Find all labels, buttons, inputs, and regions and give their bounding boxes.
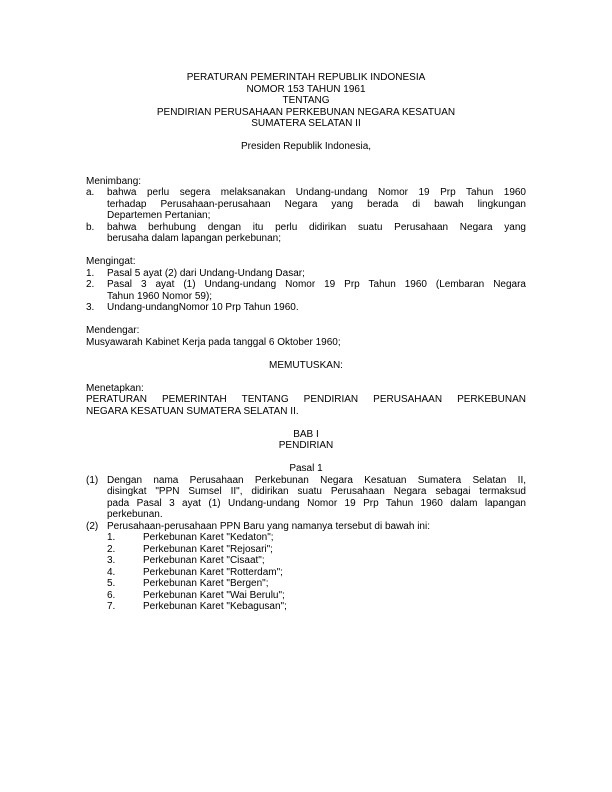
title-line: PERATURAN PEMERINTAH REPUBLIK INDONESIA <box>186 72 426 83</box>
text-line: terhadap Perusahaan-perusahaan Negara yang berada di bawah lingkungan <box>107 198 526 210</box>
item-number: 4. <box>107 566 116 578</box>
plantation-list <box>86 532 526 613</box>
paragraph-text: Perusahaan-perusahaan PPN Baru yang namanya tersebut di bawah ini: <box>107 520 430 532</box>
title-line: PENDIRIAN PERUSAHAAN PERKEBUNAN NEGARA KESATUAN <box>156 106 456 118</box>
plantation-item <box>107 544 526 556</box>
menimbang-label: Menimbang: <box>86 175 142 187</box>
paragraph-number: (1) <box>86 474 99 486</box>
item-number: 7. <box>107 601 116 612</box>
item-number: a. <box>86 187 95 198</box>
bab-number: BAB I <box>293 428 319 440</box>
title-block <box>86 72 526 130</box>
item-text: Perkebunan Karet "Kedaton"; <box>143 532 274 543</box>
menetapkan-label: Menetapkan: <box>86 382 144 394</box>
menetapkan-line: PERATURAN PEMERINTAH TENTANG PENDIRIAN PERUSAHAAN PERKEBUNAN <box>86 394 526 405</box>
mengingat-item <box>86 279 526 302</box>
item-number: b. <box>86 221 95 233</box>
item-number: 3. <box>107 555 116 566</box>
mengingat-item <box>86 302 526 314</box>
mengingat-item <box>86 268 526 280</box>
item-number: 1. <box>86 267 95 279</box>
plantation-item <box>107 590 526 602</box>
bab-title: PENDIRIAN <box>278 440 334 451</box>
item-text: Perkebunan Karet "Rotterdam"; <box>143 566 283 578</box>
text-line: bahwa perlu segera melaksanakan Undang-undang Nomor 19 Prp Tahun 1960 <box>107 187 526 198</box>
text-line: Dengan nama Perusahaan Perkebunan Negara Kesatuan Sumatera Selatan II, <box>107 474 526 486</box>
item-number: 6. <box>107 589 116 601</box>
plantation-item <box>107 567 526 579</box>
menimbang-item <box>86 187 526 222</box>
item-text: Perkebunan Karet "Kebagusan"; <box>143 601 287 612</box>
item-number: 3. <box>86 302 95 313</box>
text-line: Tahun 1960 Nomor 59); <box>107 290 213 302</box>
text-line: Departemen Pertanian; <box>107 210 211 221</box>
item-text: Perkebunan Karet "Rejosari"; <box>143 543 273 555</box>
item-text: Perkebunan Karet "Bergen"; <box>143 578 269 589</box>
paragraph-number: (2) <box>86 520 99 532</box>
text-line: bahwa berhubung dengan itu perlu didirikan suatu Perusahaan Negara yang <box>107 221 526 233</box>
text-line: perkebunan. <box>107 509 163 520</box>
text-line: berusaha dalam lapangan perkebunan; <box>107 233 282 244</box>
plantation-item <box>107 578 526 590</box>
item-number: 2. <box>86 279 95 290</box>
mendengar-label: Mendengar: <box>86 325 140 336</box>
item-number: 5. <box>107 578 116 589</box>
text-line: Undang-undangNomor 10 Prp Tahun 1960. <box>107 302 299 313</box>
title-line: NOMOR 153 TAHUN 1961 <box>246 83 366 95</box>
pasal-title: Pasal 1 <box>289 463 323 474</box>
text-line: Pasal 5 ayat (2) dari Undang-Undang Dasar; <box>107 267 305 279</box>
item-number: 2. <box>107 543 116 555</box>
mendengar-text: Musyawarah Kabinet Kerja pada tanggal 6 Oktober 1960; <box>86 336 341 348</box>
title-line: SUMATERA SELATAN II <box>251 118 361 129</box>
item-number: 1. <box>107 532 116 543</box>
plantation-item <box>107 532 526 544</box>
item-text: Perkebunan Karet "Cisaat"; <box>143 555 265 566</box>
text-line: pada Pasal 3 ayat (1) Undang-undang Nomor 19 Prp Tahun 1960 dalam lapangan <box>107 497 526 509</box>
menimbang-item <box>86 222 526 245</box>
president-line: Presiden Republik Indonesia, <box>240 141 372 152</box>
plantation-item <box>107 601 526 613</box>
pasal-paragraph <box>86 475 526 521</box>
item-text: Perkebunan Karet "Wai Berulu"; <box>143 589 285 601</box>
text-line: Pasal 3 ayat (1) Undang-undang Nomor 19 Prp Tahun 1960 (Lembaran Negara <box>107 279 526 290</box>
menetapkan-line: NEGARA KESATUAN SUMATERA SELATAN II. <box>86 405 299 417</box>
plantation-item <box>107 555 526 567</box>
document-page <box>86 72 526 613</box>
mengingat-label: Mengingat: <box>86 256 136 267</box>
pasal-paragraph <box>86 521 526 533</box>
memutuskan-heading: MEMUTUSKAN: <box>269 359 343 371</box>
title-line: TENTANG <box>282 95 330 106</box>
text-line: disingkat "PPN Sumsel II", didirikan suatu Perusahaan Negara sebagai termaksud <box>107 486 526 497</box>
